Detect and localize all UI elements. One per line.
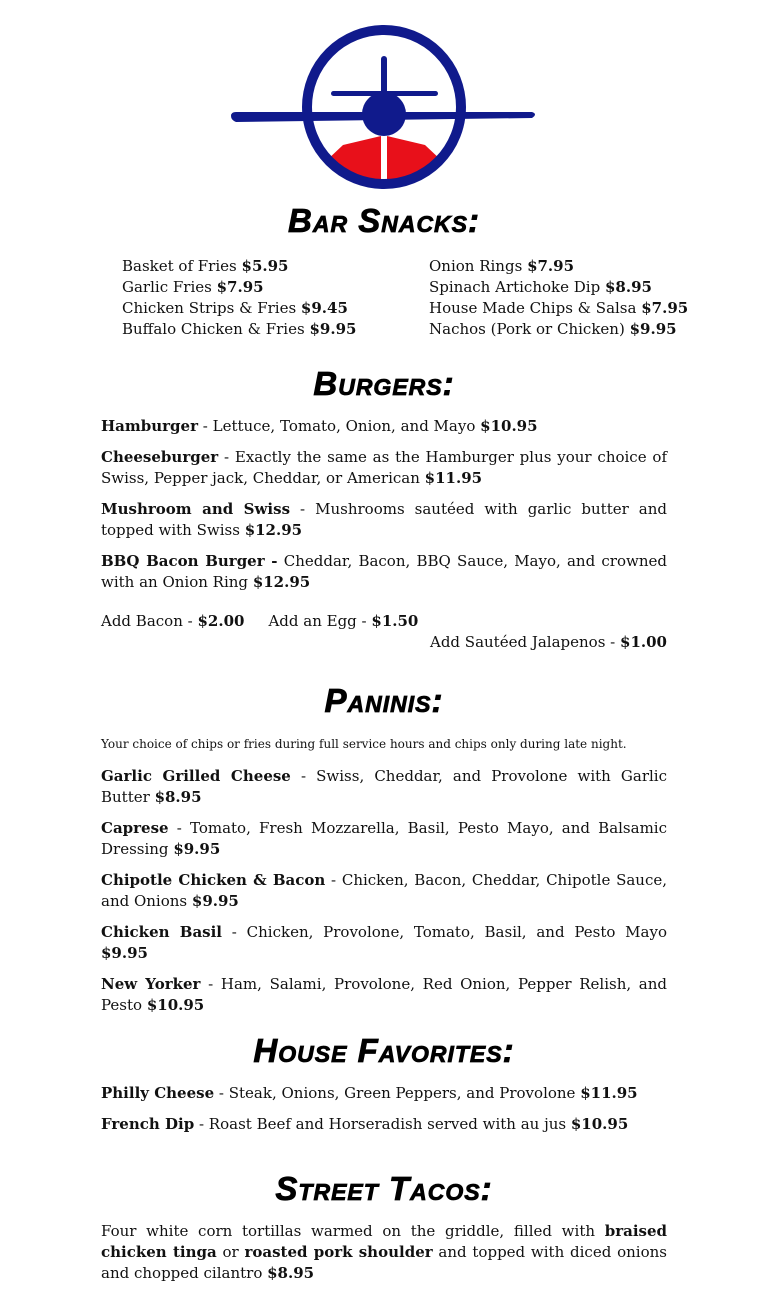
menu-item: BBQ Bacon Burger - Cheddar, Bacon, BBQ Sauce, Mayo, and crowned with an Onion Ring $12.95 bbox=[101, 552, 667, 591]
burger-addons bbox=[101, 611, 667, 653]
menu-item: House Made Chips & Salsa $7.95 bbox=[429, 299, 689, 317]
addon: Add Sautéed Jalapenos - $1.00 bbox=[430, 633, 667, 651]
house-favorites-heading: House Favorites: bbox=[253, 1032, 515, 1069]
menu-item: Garlic Grilled Cheese - Swiss, Cheddar, and Provolone with Garlic Butter $8.95 bbox=[101, 767, 668, 806]
menu-item: Philly Cheese - Steak, Onions, Green Peppers, and Provolone $11.95 bbox=[101, 1084, 638, 1102]
menu-item: Mushroom and Swiss - Mushrooms sautéed with garlic butter and topped with Swiss $12.95 bbox=[101, 500, 667, 539]
airplane-logo bbox=[228, 18, 540, 193]
bar-snacks-left-column bbox=[122, 256, 429, 340]
addon: Add an Egg - $1.50 bbox=[268, 612, 419, 630]
menu-item: Buffalo Chicken & Fries $9.95 bbox=[122, 320, 357, 338]
menu-item: French Dip - Roast Beef and Horseradish served with au jus $10.95 bbox=[101, 1115, 629, 1133]
menu-item: Chicken Strips & Fries $9.45 bbox=[122, 299, 348, 317]
burgers-heading: Burgers: bbox=[313, 365, 455, 402]
menu-item: Chicken Basil - Chicken, Provolone, Tomato, Basil, and Pesto Mayo $9.95 bbox=[101, 923, 667, 962]
menu-item: Garlic Fries $7.95 bbox=[122, 278, 264, 296]
bar-snacks-heading: Bar Snacks: bbox=[288, 202, 480, 239]
bar-snacks-right-column bbox=[429, 256, 688, 340]
logo-fuselage bbox=[362, 92, 406, 136]
menu-item: Chipotle Chicken & Bacon - Chicken, Bacon, Cheddar, Chipotle Sauce, and Onions $9.95 bbox=[101, 871, 668, 910]
street-tacos-heading: Street Tacos: bbox=[275, 1170, 493, 1207]
paninis-heading: Paninis: bbox=[324, 682, 444, 719]
menu-item: Basket of Fries $5.95 bbox=[122, 257, 289, 275]
addon: Add Bacon - $2.00 bbox=[101, 612, 245, 630]
menu-item: Hamburger - Lettuce, Tomato, Onion, and Mayo $10.95 bbox=[101, 417, 538, 435]
street-tacos-description: Four white corn tortillas warmed on the griddle, filled with braised chicken tinga or roasted pork shoulder and topped with diced onions and chopped cilantro $8.95 bbox=[101, 1222, 667, 1282]
menu-item: Spinach Artichoke Dip $8.95 bbox=[429, 278, 652, 296]
menu-item: Caprese - Tomato, Fresh Mozzarella, Basil, Pesto Mayo, and Balsamic Dressing $9.95 bbox=[101, 819, 667, 858]
menu-item: New Yorker - Ham, Salami, Provolone, Red Onion, Pepper Relish, and Pesto $10.95 bbox=[101, 975, 668, 1014]
bar-snacks-list bbox=[122, 256, 722, 340]
paninis-note: Your choice of chips or fries during full service hours and chips only during late night. bbox=[101, 737, 627, 751]
menu-item: Nachos (Pork or Chicken) $9.95 bbox=[429, 320, 677, 338]
menu-item: Onion Rings $7.95 bbox=[429, 257, 575, 275]
menu-item: Cheeseburger - Exactly the same as the Hamburger plus your choice of Swiss, Pepper jack, Cheddar, or American $11.95 bbox=[101, 448, 667, 487]
